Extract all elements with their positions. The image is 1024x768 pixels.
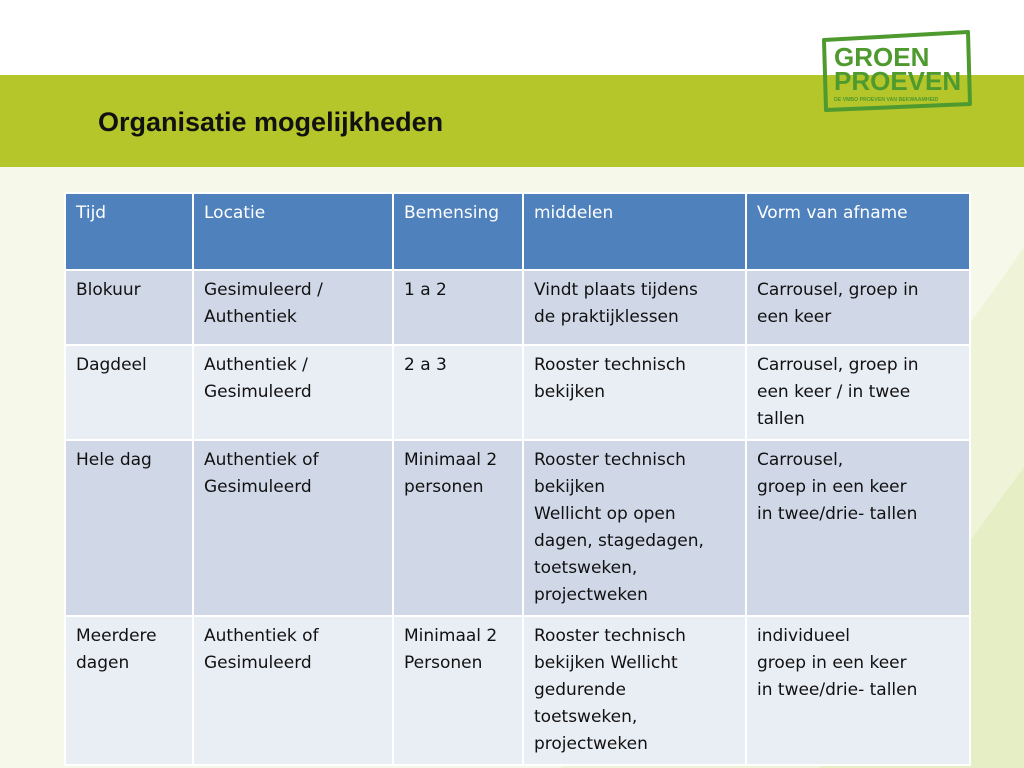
cell-bemensing: Minimaal 2 personen bbox=[393, 440, 523, 616]
groen-proeven-logo bbox=[818, 30, 974, 112]
table-header-row bbox=[65, 193, 970, 270]
cell-locatie: Gesimuleerd / Authentiek bbox=[193, 270, 393, 345]
header-tijd: Tijd bbox=[65, 193, 193, 270]
cell-middelen: Vindt plaats tijdens de praktijklessen bbox=[523, 270, 746, 345]
cell-vorm-van-afname: individueel groep in een keer in twee/drie- tallen bbox=[746, 616, 970, 765]
cell-tijd: Hele dag bbox=[65, 440, 193, 616]
header-locatie: Locatie bbox=[193, 193, 393, 270]
table-row bbox=[65, 616, 970, 765]
cell-locatie: Authentiek of Gesimuleerd bbox=[193, 440, 393, 616]
logo-line-1: GROEN bbox=[834, 42, 930, 72]
cell-bemensing: Minimaal 2 Personen bbox=[393, 616, 523, 765]
cell-middelen: Rooster technisch bekijken Wellicht op open dagen, stagedagen, toetsweken, projectweken bbox=[523, 440, 746, 616]
organisation-table bbox=[64, 192, 971, 766]
slide-title: Organisatie mogelijkheden bbox=[98, 107, 444, 137]
cell-tijd: Blokuur bbox=[65, 270, 193, 345]
header-vorm-van-afname: Vorm van afname bbox=[746, 193, 970, 270]
cell-middelen: Rooster technisch bekijken Wellicht gedurende toetsweken, projectweken bbox=[523, 616, 746, 765]
header-bemensing: Bemensing bbox=[393, 193, 523, 270]
cell-vorm-van-afname: Carrousel, groep in een keer bbox=[746, 270, 970, 345]
cell-vorm-van-afname: Carrousel, groep in een keer in twee/drie- tallen bbox=[746, 440, 970, 616]
cell-locatie: Authentiek of Gesimuleerd bbox=[193, 616, 393, 765]
logo-tagline: DE VMBO PROEVEN VAN BEKWAAMHEID bbox=[834, 97, 939, 103]
table-row bbox=[65, 440, 970, 616]
cell-bemensing: 1 a 2 bbox=[393, 270, 523, 345]
header-middelen: middelen bbox=[523, 193, 746, 270]
cell-tijd: Meerdere dagen bbox=[65, 616, 193, 765]
table-row bbox=[65, 270, 970, 345]
logo-line-2: PROEVEN bbox=[834, 66, 962, 96]
cell-tijd: Dagdeel bbox=[65, 345, 193, 440]
cell-locatie: Authentiek / Gesimuleerd bbox=[193, 345, 393, 440]
cell-middelen: Rooster technisch bekijken bbox=[523, 345, 746, 440]
cell-vorm-van-afname: Carrousel, groep in een keer / in twee tallen bbox=[746, 345, 970, 440]
table-row bbox=[65, 345, 970, 440]
cell-bemensing: 2 a 3 bbox=[393, 345, 523, 440]
